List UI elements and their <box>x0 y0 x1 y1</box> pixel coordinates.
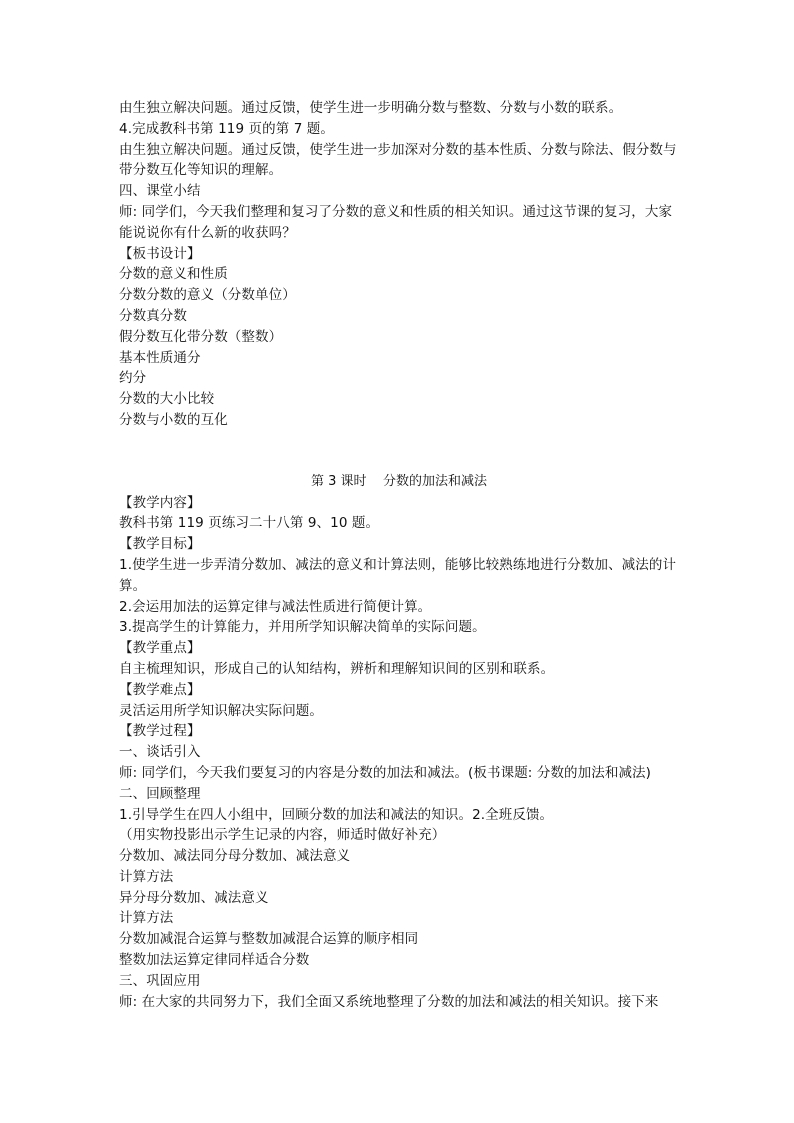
paragraph: 1.使学生进一步弄清分数加、减法的意义和计算法则，能够比较熟练地进行分数加、减法的计算。 <box>119 556 677 594</box>
outline-line: 整数加法运算定律同样适合分数 <box>119 952 310 969</box>
outline-line: 分数加减混合运算与整数加减混合运算的顺序相同 <box>119 931 419 948</box>
paragraph: 由生独立解决问题。通过反馈，使学生进一步加深对分数的基本性质、分数与除法、假分数与带分数互化等知识的理解。 <box>119 141 677 179</box>
paragraph: 师: 同学们，今天我们整理和复习了分数的意义和性质的相关知识。通过这节课的复习，大家能说说你有什么新的收获吗？ <box>119 203 673 241</box>
heading: 【教学内容】 <box>119 494 201 511</box>
paragraph: 灵活运用所学知识解决实际问题。 <box>119 702 323 719</box>
paragraph: 师: 在大家的共同努力下，我们全面又系统地整理了分数的加法和减法的相关知识。接下来 <box>119 993 659 1010</box>
board-line: 分数的意义和性质 <box>119 266 228 283</box>
board-line: 分数真分数 <box>119 307 187 324</box>
paragraph: 自主梳理知识，形成自己的认知结构，辨析和理解知识间的区别和联系。 <box>119 660 555 677</box>
section-review-summary <box>119 98 679 431</box>
board-line: 约分 <box>119 370 147 387</box>
outline-line: 分数加、减法同分母分数加、减法意义 <box>119 848 351 865</box>
outline-line: 异分母分数加、减法意义 <box>119 889 269 906</box>
heading: 【板书设计】 <box>119 245 201 262</box>
paragraph: 由生独立解决问题。通过反馈，使学生进一步明确分数与整数、分数与小数的联系。 <box>119 100 623 116</box>
paragraph: （用实物投影出示学生记录的内容，师适时做好补充） <box>119 827 446 844</box>
paragraph: 4.完成教科书第 119 页的第 7 题。 <box>119 120 335 137</box>
heading: 四、课堂小结 <box>119 183 201 200</box>
heading: 一、谈话引入 <box>119 744 201 761</box>
spacer <box>119 431 679 472</box>
heading: 【教学重点】 <box>119 640 201 657</box>
paragraph: 1.引导学生在四人小组中，回顾分数的加法和减法的知识。2.全班反馈。 <box>119 806 554 823</box>
heading: 【教学过程】 <box>119 723 201 740</box>
lesson-title: 第 3 课时 分数的加法和减法 <box>310 473 488 489</box>
heading: 【教学难点】 <box>119 681 201 698</box>
outline-line: 计算方法 <box>119 868 174 885</box>
paragraph: 师: 同学们，今天我们要复习的内容是分数的加法和减法。(板书课题: 分数的加法和减法) <box>119 764 652 781</box>
board-line: 分数分数的意义（分数单位） <box>119 287 296 304</box>
outline-line: 计算方法 <box>119 910 174 927</box>
paragraph: 教科书第 119 页练习二十八第 9、10 题。 <box>119 515 380 532</box>
board-line: 基本性质通分 <box>119 349 201 366</box>
heading: 三、巩固应用 <box>119 972 201 989</box>
section-lesson-3 <box>119 493 679 1013</box>
paragraph: 2.会运用加法的运算定律与减法性质进行简便计算。 <box>119 598 432 615</box>
board-line: 假分数互化带分数（整数） <box>119 328 283 345</box>
paragraph: 3.提高学生的计算能力，并用所学知识解决简单的实际问题。 <box>119 619 486 636</box>
document-body <box>119 98 679 1012</box>
heading: 【教学目标】 <box>119 536 201 553</box>
board-line: 分数的大小比较 <box>119 391 215 408</box>
heading: 二、回顾整理 <box>119 785 201 802</box>
board-line: 分数与小数的互化 <box>119 411 228 428</box>
